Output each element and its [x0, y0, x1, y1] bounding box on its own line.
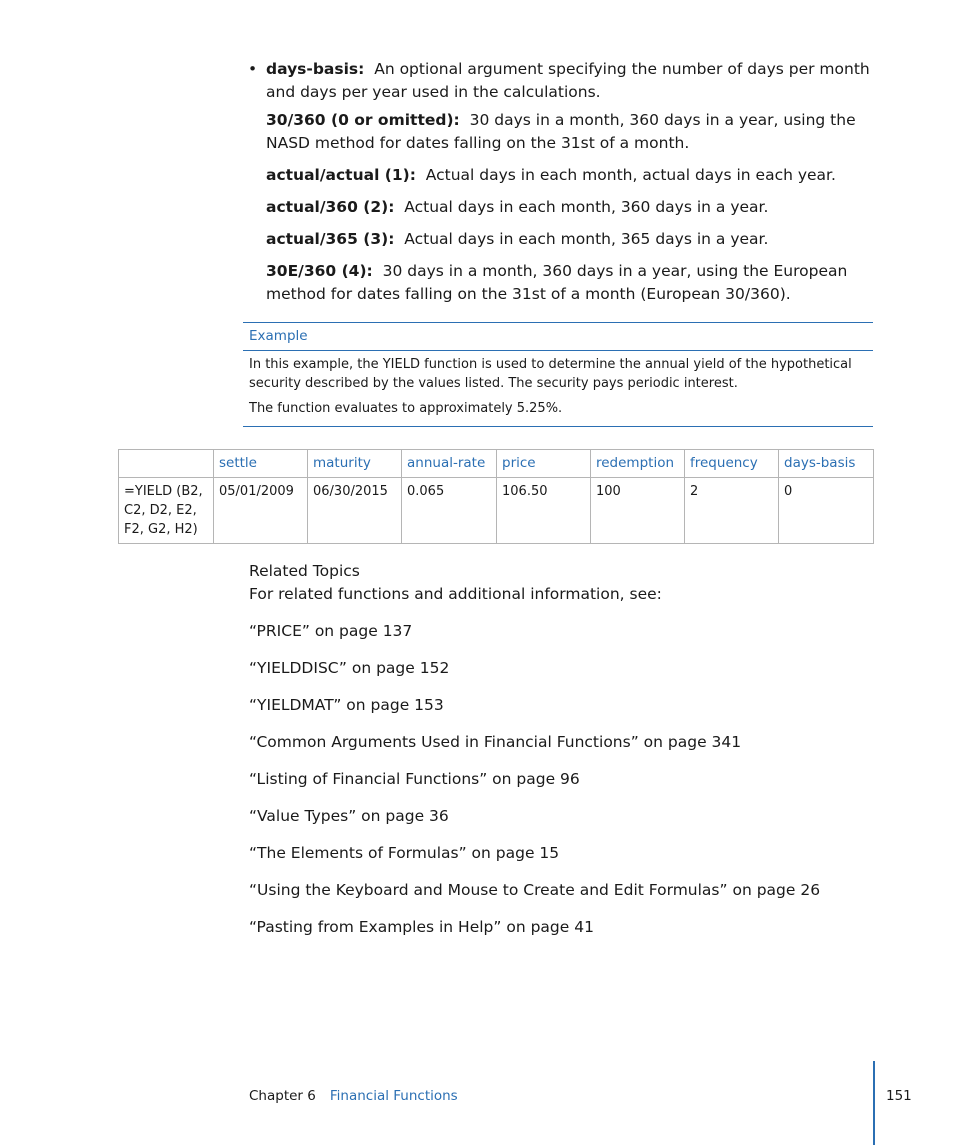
chapter-label: Chapter 6 — [249, 1088, 316, 1104]
table-header-row — [119, 450, 874, 478]
bullet-icon: • — [248, 60, 258, 78]
example-paragraph: In this example, the YIELD function is used to determine the annual yield of the hypothetical security described by the values listed. The security pays periodic interest. — [249, 357, 852, 391]
settle-cell: 05/01/2009 — [214, 478, 308, 544]
related-link-price[interactable]: “PRICE” on page 137 — [249, 622, 413, 640]
related-intro: For related functions and additional information, see: — [249, 585, 662, 603]
option-term: 30/360 (0 or omitted): — [266, 111, 460, 129]
header-maturity: maturity — [308, 450, 402, 478]
example-table — [118, 449, 874, 544]
related-link-elements-formulas[interactable]: “The Elements of Formulas” on page 15 — [249, 844, 560, 862]
option-term: actual/360 (2): — [266, 198, 395, 216]
option-0 — [266, 109, 878, 155]
header-annual-rate: annual-rate — [402, 450, 497, 478]
related-topics — [249, 561, 889, 938]
example-body — [243, 351, 873, 426]
option-desc: 30 days in a month, 360 days in a year, using the NASD method for dates falling on the 31st of a month. — [266, 111, 856, 152]
argument-desc: An optional argument specifying the number of days per month and days per year used in the calculations. — [266, 60, 870, 101]
days-basis-cell: 0 — [779, 478, 874, 544]
option-desc: Actual days in each month, 360 days in a year. — [404, 198, 769, 216]
maturity-cell: 06/30/2015 — [308, 478, 402, 544]
footer-chapter — [249, 1088, 458, 1104]
option-3 — [266, 228, 878, 251]
example-title: Example — [243, 323, 873, 351]
days-basis-section — [248, 58, 878, 306]
redemption-cell: 100 — [591, 478, 685, 544]
related-link-yieldmat[interactable]: “YIELDMAT” on page 153 — [249, 696, 444, 714]
days-basis-description — [266, 58, 878, 104]
header-settle: settle — [214, 450, 308, 478]
frequency-cell: 2 — [685, 478, 779, 544]
option-desc: Actual days in each month, actual days in each year. — [425, 166, 836, 184]
related-link-listing-financial[interactable]: “Listing of Financial Functions” on page 96 — [249, 770, 580, 788]
related-links-list — [249, 620, 889, 938]
page-number: 151 — [886, 1088, 912, 1104]
header-price: price — [497, 450, 591, 478]
option-desc: 30 days in a month, 360 days in a year, using the European method for dates falling on the 31st of a month (European 30/360). — [266, 262, 848, 303]
header-redemption: redemption — [591, 450, 685, 478]
related-link-pasting-examples[interactable]: “Pasting from Examples in Help” on page 41 — [249, 918, 594, 936]
price-cell: 106.50 — [497, 478, 591, 544]
option-desc: Actual days in each month, 365 days in a year. — [404, 230, 769, 248]
option-term: actual/actual (1): — [266, 166, 416, 184]
option-2 — [266, 196, 878, 219]
example-result: The function evaluates to approximately 5.25%. — [249, 401, 563, 416]
annual-rate-cell: 0.065 — [402, 478, 497, 544]
header-days-basis: days-basis — [779, 450, 874, 478]
table-row — [119, 478, 874, 544]
option-term: actual/365 (3): — [266, 230, 395, 248]
related-heading: Related Topics — [249, 562, 360, 580]
option-term: 30E/360 (4): — [266, 262, 373, 280]
related-link-value-types[interactable]: “Value Types” on page 36 — [249, 807, 449, 825]
example-box — [243, 322, 873, 427]
header-cell-blank — [119, 450, 214, 478]
chapter-title-link[interactable]: Financial Functions — [329, 1088, 458, 1104]
related-link-keyboard-mouse[interactable]: “Using the Keyboard and Mouse to Create and Edit Formulas” on page 26 — [249, 881, 821, 899]
option-1 — [266, 164, 878, 187]
footer-divider — [873, 1061, 875, 1145]
related-link-yielddisc[interactable]: “YIELDDISC” on page 152 — [249, 659, 450, 677]
related-link-common-arguments[interactable]: “Common Arguments Used in Financial Functions” on page 341 — [249, 733, 742, 751]
argument-term: days-basis: — [266, 60, 365, 78]
header-frequency: frequency — [685, 450, 779, 478]
option-4 — [266, 260, 878, 306]
formula-cell: =YIELD (B2, C2, D2, E2, F2, G2, H2) — [119, 478, 214, 544]
